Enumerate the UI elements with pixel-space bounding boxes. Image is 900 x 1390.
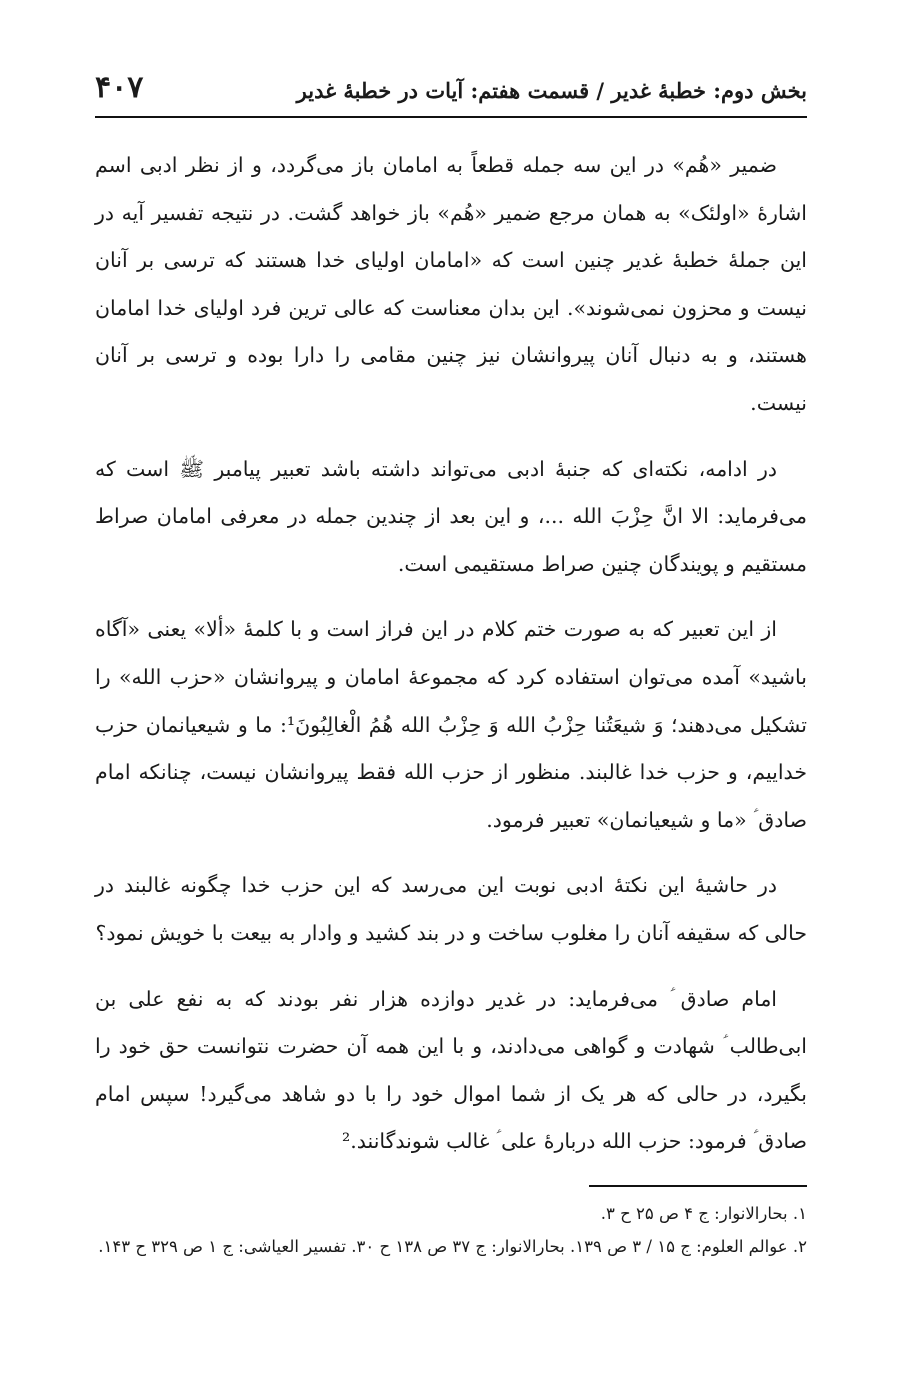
paragraph: ضمیر «هُم» در این سه جمله قطعاً به امامان باز می‌گردد، و از نظر ادبی اسم اشارهٔ «اولئک» به همان مرجع ضمیر «هُم» باز خواهد گشت. در نتیجه تفسیر آیه در این جملهٔ خطبهٔ غدیر چنین است که «امامان اولیای خدا هستند که ترسی بر آنان نیست و محزون نمی‌شوند». این بدان معناست که عالی ترین فرد اولیای خدا امامان هستند، و به دنبال آنان پیروانشان نیز چنین مقامی را دارا بوده و ترسی بر آنان نیست. <box>95 153 807 415</box>
paragraph: از این تعبیر که به صورت ختم کلام در این فراز است و با کلمهٔ «ألا» یعنی «آگاه باشید» آمده می‌توان استفاده کرد که مجموعهٔ امامان و پیروانشان «حزب الله» را تشکیل می‌دهند؛ وَ شیعَتُنا حِزْبُ الله وَ حِزْبُ الله هُمُ الْغالِبُونَ¹: ما و شیعیانمان حزب خداییم، و حزب خدا غالبند. منظور از حزب الله فقط پیروانشان نیست، چنانکه امام صادق ؑ «ما و شیعیانمان» تعبیر فرمود. <box>95 617 807 832</box>
page-number: ۴۰۷ <box>95 70 144 105</box>
book-page <box>95 0 807 1390</box>
footnotes <box>95 1185 807 1263</box>
running-title: بخش دوم: خطبهٔ غدیر / قسمت هفتم: آیات در خطبهٔ غدیر <box>296 78 807 103</box>
paragraph: در ادامه، نکته‌ای که جنبهٔ ادبی می‌تواند داشته باشد تعبیر پیامبر ﷺ است که می‌فرماید: الا انَّ حِزْبَ الله ...، و این بعد از چندین جمله در معرفی امامان صراط مستقیم و پویندگان چنین صراط مستقیمی است. <box>95 456 807 576</box>
footnote-divider <box>589 1185 807 1187</box>
paragraph: در حاشیهٔ این نکتهٔ ادبی نوبت این می‌رسد که این حزب خدا چگونه غالبند در حالی که سقیفه آنان را مغلوب ساخت و در بند کشید و وادار به بیعت با خویش نمود؟ <box>95 873 807 945</box>
footnote: ۱. بحارالانوار: ج ۴ ص ۲۵ ح ۳. <box>600 1204 807 1223</box>
page-header <box>95 66 807 118</box>
paragraph: امام صادق ؑ می‌فرماید: در غدیر دوازده هزار نفر بودند که به نفع علی بن ابی‌طالب ؑ شهادت و گواهی می‌دادند، و با این همه آن حضرت نتوانست حق خود را بگیرد، در حالی که هر یک از شما اموال خود را با دو شاهد می‌گیرد! سپس امام صادق ؑ فرمود: حزب الله دربارهٔ علی ؑ غالب شوندگانند.² <box>95 986 807 1154</box>
footnote: ۲. عوالم العلوم: ج ۱۵ / ۳ ص ۱۳۹. بحارالانوار: ج ۳۷ ص ۱۳۸ ح ۳۰. تفسیر العیاشی: ج ۱ ص ۳۲۹ ح ۱۴۳. <box>98 1237 807 1256</box>
body-text <box>95 142 807 1184</box>
